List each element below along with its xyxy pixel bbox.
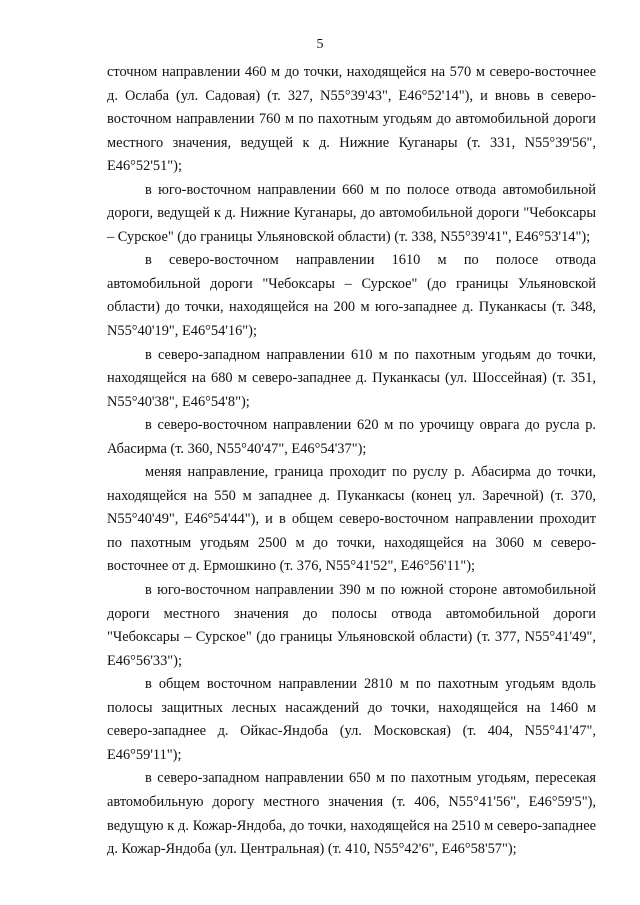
paragraph-8: в общем восточном направлении 2810 м по пахотным угодьям вдоль полосы защитных лесных насаждений до точки, находящейся на 1460 м северо-западнее д. Ойкас-Яндоба (ул. Московская) (т. 404, N55°41'47", E46°59'11"); (107, 676, 596, 763)
paragraph-7: в юго-восточном направлении 390 м по южной стороне автомобильной дороги местного значения до полосы отвода автомобильной дороги "Чебоксары – Сурское" (до границы Ульяновской области) (т. 377, N55°41'49", E46°56'33"); (107, 582, 596, 669)
body-text (107, 61, 596, 862)
paragraph-9: в северо-западном направлении 650 м по пахотным угодьям, пересекая автомобильную дорогу местного значения (т. 406, N55°41'56", E46°59'5"), ведущую к д. Кожар-Яндоба, до точки, находящейся на 2510 м северо-западнее д. Кожар-Яндоба (ул. Центральная) (т. 410, N55°42'6", E46°58'57"); (107, 770, 596, 858)
paragraph-3: в северо-восточном направлении 1610 м по полосе отвода автомобильной дороги "Чебоксары – Сурское" (до границы Ульяновской области) до точки, находящейся на 200 м юго-западнее д. Пуканкасы (т. 348, N55°40'19", E46°54'16"); (107, 252, 596, 340)
paragraph-2: в юго-восточном направлении 660 м по полосе отвода автомобильной дороги, ведущей к д. Нижние Куганары, до автомобильной дороги "Чебоксары – Сурское" (до границы Ульяновской области) (т. 338, N55°39'41", E46°53'14"); (107, 181, 596, 245)
paragraph-1: сточном направлении 460 м до точки, находящейся на 570 м северо-восточнее д. Ослаба (ул. Садовая) (т. 327, N55°39'43", E46°52'14"), и вновь в северо-восточном направлении 760 м по пахотным угодьям до автомобильной дороги местного значения, ведущей к д. Нижние Куганары (т. 331, N55°39'56", E46°52'51"); (107, 64, 596, 175)
page-number: 5 (316, 37, 324, 52)
paragraph-6: меняя направление, граница проходит по руслу р. Абасирма до точки, находящейся на 550 м западнее д. Пуканкасы (конец ул. Заречной) (т. 370, N55°40'49", E46°54'44"), и в общем северо-восточном направлении проходит по пахотным угодьям 2500 м до точки, находящейся на 3060 м северо-восточнее от д. Ермошкино (т. 376, N55°41'52", E46°56'11"); (107, 464, 596, 575)
paragraph-4: в северо-западном направлении 610 м по пахотным угодьям до точки, находящейся на 680 м северо-западнее д. Пуканкасы (ул. Шоссейная) (т. 351, N55°40'38", E46°54'8"); (107, 346, 596, 410)
paragraph-5: в северо-восточном направлении 620 м по урочищу оврага до русла р. Абасирма (т. 360, N55°40'47", E46°54'37"); (107, 417, 596, 457)
